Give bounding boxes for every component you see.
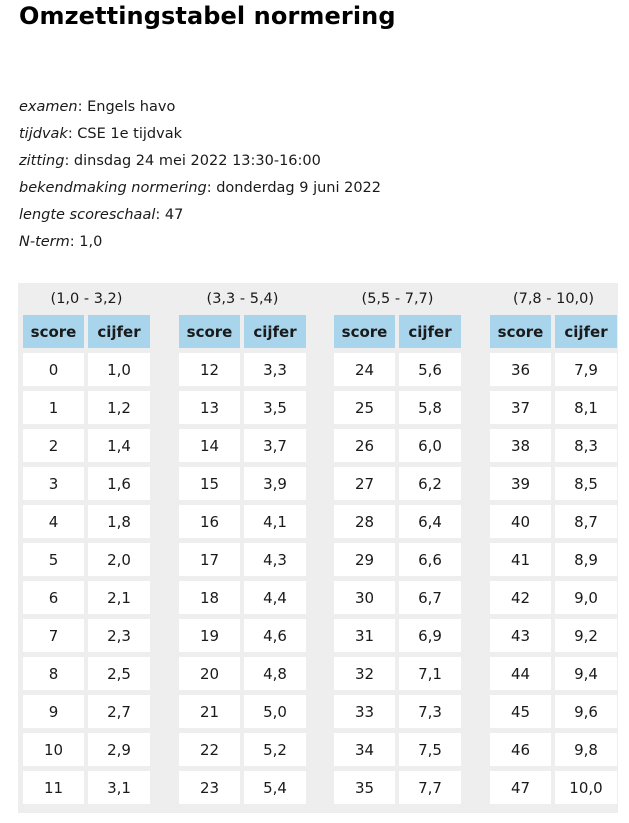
score-cell: 5 bbox=[23, 543, 88, 576]
table-row bbox=[23, 695, 150, 728]
cijfer-column-header: cijfer bbox=[244, 315, 306, 348]
meta-key: zitting bbox=[19, 153, 65, 169]
cijfer-cell: 7,3 bbox=[399, 695, 461, 728]
cijfer-cell: 3,5 bbox=[244, 391, 306, 424]
score-cell: 2 bbox=[23, 429, 88, 462]
table-row bbox=[490, 467, 617, 500]
table-row bbox=[490, 429, 617, 462]
table-row bbox=[334, 505, 461, 538]
table-row bbox=[23, 771, 150, 804]
score-cell: 1 bbox=[23, 391, 88, 424]
table-row bbox=[334, 467, 461, 500]
score-cell: 11 bbox=[23, 771, 88, 804]
meta-value: : donderdag 9 juni 2022 bbox=[206, 180, 382, 196]
table-header-row bbox=[179, 315, 306, 348]
score-cell: 20 bbox=[179, 657, 244, 690]
cijfer-cell: 7,9 bbox=[555, 353, 617, 386]
table-row bbox=[23, 505, 150, 538]
score-cell: 26 bbox=[334, 429, 399, 462]
cijfer-cell: 2,7 bbox=[88, 695, 150, 728]
score-cell: 40 bbox=[490, 505, 555, 538]
score-cell: 43 bbox=[490, 619, 555, 652]
cijfer-cell: 8,5 bbox=[555, 467, 617, 500]
table-row bbox=[23, 657, 150, 690]
score-column-header: score bbox=[23, 315, 88, 348]
score-cell: 45 bbox=[490, 695, 555, 728]
cijfer-cell: 3,9 bbox=[244, 467, 306, 500]
table-row bbox=[334, 695, 461, 728]
table-row bbox=[23, 619, 150, 652]
cijfer-cell: 1,8 bbox=[88, 505, 150, 538]
score-cell: 18 bbox=[179, 581, 244, 614]
table-row bbox=[179, 581, 306, 614]
score-column-header: score bbox=[334, 315, 399, 348]
cijfer-cell: 3,7 bbox=[244, 429, 306, 462]
table-row bbox=[490, 695, 617, 728]
cijfer-cell: 3,3 bbox=[244, 353, 306, 386]
cijfer-cell: 5,2 bbox=[244, 733, 306, 766]
table-row bbox=[23, 391, 150, 424]
score-cell: 15 bbox=[179, 467, 244, 500]
cijfer-cell: 6,6 bbox=[399, 543, 461, 576]
cijfer-cell: 9,6 bbox=[555, 695, 617, 728]
score-cell: 3 bbox=[23, 467, 88, 500]
cijfer-column-header: cijfer bbox=[88, 315, 150, 348]
table-row bbox=[23, 429, 150, 462]
cijfer-cell: 6,9 bbox=[399, 619, 461, 652]
score-table bbox=[490, 310, 617, 809]
score-cell: 24 bbox=[334, 353, 399, 386]
cijfer-cell: 1,0 bbox=[88, 353, 150, 386]
table-row bbox=[23, 733, 150, 766]
table-row bbox=[179, 353, 306, 386]
table-row bbox=[179, 771, 306, 804]
score-table bbox=[179, 310, 306, 809]
table-row bbox=[490, 353, 617, 386]
score-cell: 27 bbox=[334, 467, 399, 500]
table-row bbox=[334, 353, 461, 386]
cijfer-cell: 1,6 bbox=[88, 467, 150, 500]
meta-value: : 1,0 bbox=[69, 234, 103, 250]
cijfer-cell: 2,3 bbox=[88, 619, 150, 652]
table-header-row bbox=[334, 315, 461, 348]
cijfer-cell: 7,7 bbox=[399, 771, 461, 804]
grade-range-label: (7,8 - 10,0) bbox=[512, 291, 595, 307]
table-row bbox=[490, 771, 617, 804]
cijfer-cell: 8,3 bbox=[555, 429, 617, 462]
cijfer-cell: 2,1 bbox=[88, 581, 150, 614]
table-row bbox=[23, 353, 150, 386]
score-cell: 44 bbox=[490, 657, 555, 690]
score-cell: 14 bbox=[179, 429, 244, 462]
score-group bbox=[490, 283, 617, 809]
table-row bbox=[179, 543, 306, 576]
table-row bbox=[179, 505, 306, 538]
cijfer-cell: 8,9 bbox=[555, 543, 617, 576]
table-row bbox=[179, 429, 306, 462]
score-cell: 46 bbox=[490, 733, 555, 766]
cijfer-cell: 4,4 bbox=[244, 581, 306, 614]
score-cell: 23 bbox=[179, 771, 244, 804]
cijfer-cell: 7,5 bbox=[399, 733, 461, 766]
table-row bbox=[179, 619, 306, 652]
table-row bbox=[23, 543, 150, 576]
meta-item-tijdvak bbox=[19, 124, 381, 151]
score-cell: 22 bbox=[179, 733, 244, 766]
meta-item-lengte bbox=[19, 205, 381, 232]
table-header-row bbox=[23, 315, 150, 348]
score-group bbox=[23, 283, 150, 809]
table-row bbox=[490, 733, 617, 766]
score-cell: 47 bbox=[490, 771, 555, 804]
meta-key: N-term bbox=[19, 234, 70, 250]
score-table bbox=[23, 310, 150, 809]
table-row bbox=[334, 771, 461, 804]
conversion-table-panel bbox=[18, 283, 618, 813]
cijfer-cell: 5,6 bbox=[399, 353, 461, 386]
score-cell: 33 bbox=[334, 695, 399, 728]
cijfer-cell: 4,1 bbox=[244, 505, 306, 538]
cijfer-cell: 2,5 bbox=[88, 657, 150, 690]
meta-value: : dinsdag 24 mei 2022 13:30-16:00 bbox=[64, 153, 321, 169]
score-cell: 6 bbox=[23, 581, 88, 614]
score-cell: 4 bbox=[23, 505, 88, 538]
cijfer-cell: 9,2 bbox=[555, 619, 617, 652]
score-cell: 8 bbox=[23, 657, 88, 690]
score-group bbox=[179, 283, 306, 809]
score-cell: 35 bbox=[334, 771, 399, 804]
cijfer-cell: 9,8 bbox=[555, 733, 617, 766]
score-cell: 9 bbox=[23, 695, 88, 728]
cijfer-cell: 9,4 bbox=[555, 657, 617, 690]
score-cell: 29 bbox=[334, 543, 399, 576]
meta-value: : 47 bbox=[155, 207, 184, 223]
score-cell: 37 bbox=[490, 391, 555, 424]
cijfer-cell: 5,0 bbox=[244, 695, 306, 728]
score-cell: 0 bbox=[23, 353, 88, 386]
cijfer-cell: 6,7 bbox=[399, 581, 461, 614]
table-row bbox=[490, 619, 617, 652]
score-cell: 13 bbox=[179, 391, 244, 424]
score-cell: 42 bbox=[490, 581, 555, 614]
score-cell: 25 bbox=[334, 391, 399, 424]
meta-key: lengte scoreschaal bbox=[19, 207, 156, 223]
meta-item-nterm bbox=[19, 232, 381, 259]
table-row bbox=[334, 581, 461, 614]
cijfer-cell: 4,3 bbox=[244, 543, 306, 576]
score-cell: 36 bbox=[490, 353, 555, 386]
score-cell: 41 bbox=[490, 543, 555, 576]
cijfer-cell: 6,4 bbox=[399, 505, 461, 538]
exam-metadata bbox=[19, 97, 381, 259]
table-row bbox=[490, 505, 617, 538]
table-row bbox=[490, 581, 617, 614]
table-row bbox=[179, 467, 306, 500]
table-row bbox=[179, 695, 306, 728]
grade-range-label: (5,5 - 7,7) bbox=[361, 291, 434, 307]
table-row bbox=[490, 391, 617, 424]
score-cell: 39 bbox=[490, 467, 555, 500]
meta-key: bekendmaking normering bbox=[19, 180, 207, 196]
meta-key: tijdvak bbox=[19, 126, 68, 142]
cijfer-cell: 5,8 bbox=[399, 391, 461, 424]
meta-value: : Engels havo bbox=[77, 99, 176, 115]
cijfer-column-header: cijfer bbox=[399, 315, 461, 348]
cijfer-cell: 5,4 bbox=[244, 771, 306, 804]
table-header-row bbox=[490, 315, 617, 348]
cijfer-cell: 1,4 bbox=[88, 429, 150, 462]
score-cell: 28 bbox=[334, 505, 399, 538]
table-row bbox=[179, 391, 306, 424]
score-cell: 7 bbox=[23, 619, 88, 652]
cijfer-cell: 4,6 bbox=[244, 619, 306, 652]
score-cell: 16 bbox=[179, 505, 244, 538]
cijfer-cell: 8,7 bbox=[555, 505, 617, 538]
table-row bbox=[334, 657, 461, 690]
cijfer-cell: 7,1 bbox=[399, 657, 461, 690]
table-row bbox=[334, 429, 461, 462]
grade-range-label: (1,0 - 3,2) bbox=[50, 291, 123, 307]
score-cell: 10 bbox=[23, 733, 88, 766]
grade-range-label: (3,3 - 5,4) bbox=[206, 291, 279, 307]
table-row bbox=[334, 391, 461, 424]
cijfer-cell: 2,9 bbox=[88, 733, 150, 766]
score-table bbox=[334, 310, 461, 809]
cijfer-cell: 6,0 bbox=[399, 429, 461, 462]
cijfer-cell: 4,8 bbox=[244, 657, 306, 690]
cijfer-cell: 6,2 bbox=[399, 467, 461, 500]
score-cell: 32 bbox=[334, 657, 399, 690]
score-cell: 17 bbox=[179, 543, 244, 576]
score-group bbox=[334, 283, 461, 809]
cijfer-column-header: cijfer bbox=[555, 315, 617, 348]
table-row bbox=[334, 619, 461, 652]
cijfer-cell: 10,0 bbox=[555, 771, 617, 804]
score-cell: 31 bbox=[334, 619, 399, 652]
score-cell: 34 bbox=[334, 733, 399, 766]
score-cell: 38 bbox=[490, 429, 555, 462]
meta-item-examen bbox=[19, 97, 381, 124]
meta-item-zitting bbox=[19, 151, 381, 178]
cijfer-cell: 8,1 bbox=[555, 391, 617, 424]
page-title: Omzettingstabel normering bbox=[19, 2, 396, 30]
score-cell: 12 bbox=[179, 353, 244, 386]
table-row bbox=[490, 657, 617, 690]
score-cell: 30 bbox=[334, 581, 399, 614]
score-cell: 21 bbox=[179, 695, 244, 728]
table-row bbox=[334, 543, 461, 576]
table-row bbox=[179, 733, 306, 766]
cijfer-cell: 2,0 bbox=[88, 543, 150, 576]
table-row bbox=[179, 657, 306, 690]
table-row bbox=[334, 733, 461, 766]
meta-key: examen bbox=[19, 99, 78, 115]
score-column-header: score bbox=[179, 315, 244, 348]
meta-item-bekendmaking bbox=[19, 178, 381, 205]
cijfer-cell: 9,0 bbox=[555, 581, 617, 614]
cijfer-cell: 1,2 bbox=[88, 391, 150, 424]
score-cell: 19 bbox=[179, 619, 244, 652]
table-row bbox=[23, 581, 150, 614]
cijfer-cell: 3,1 bbox=[88, 771, 150, 804]
meta-value: : CSE 1e tijdvak bbox=[67, 126, 182, 142]
table-row bbox=[490, 543, 617, 576]
score-column-header: score bbox=[490, 315, 555, 348]
table-row bbox=[23, 467, 150, 500]
